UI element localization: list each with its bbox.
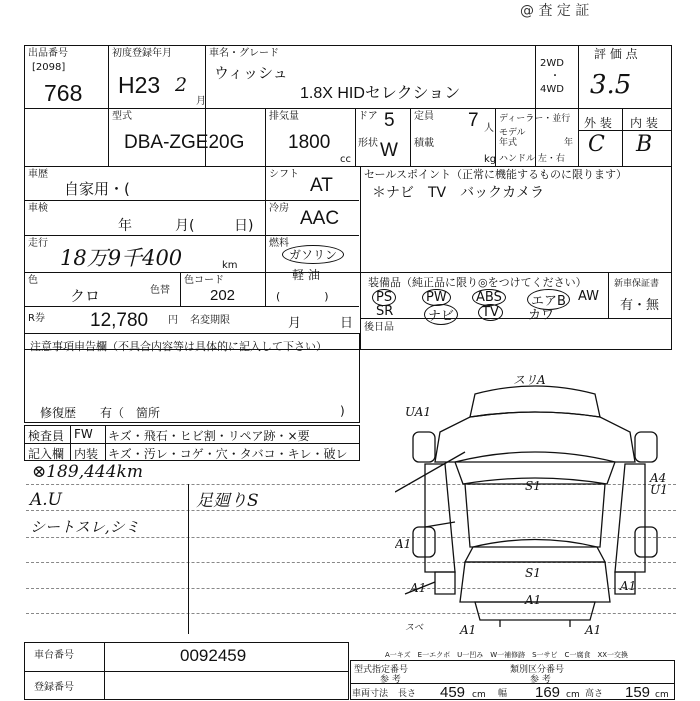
dealer-label: ディーラー・並行 [499,114,571,124]
equip-leather: カワ [528,308,555,323]
height-unit: cm [655,690,669,700]
usage-value: 自家用・( [64,180,130,198]
displacement-value: 1800 [288,132,331,153]
model-label: 型式 [112,111,132,122]
width-value: 169 [535,684,561,701]
type-number-ref: 参 考 [380,675,401,685]
handwritten-note-suspension: 足廻りS [196,491,259,511]
interior-options: キズ・汚レ・コゲ・穴・タバコ・キレ・破レ [108,447,348,461]
deadline-label: 名変期限 [190,315,230,326]
color-change-label: 色替 [150,285,170,296]
drive-dot: ・ [550,71,560,82]
inspection-year: 年 [118,218,132,234]
color-value: クロ [70,287,101,305]
car-damage-diagram [395,372,680,647]
chassis-number: 0092459 [180,646,247,665]
load-unit: kg [484,154,497,165]
equip-ps: PS [372,289,396,306]
capacity-label: 定員 [414,111,434,122]
length-label: 長さ [398,689,417,699]
exterior-grade: C [588,132,605,157]
shift-label: シフト [269,169,299,180]
diagram-mark-sube: スべ [405,623,424,633]
chassis-label: 車台番号 [34,650,74,661]
entry-label: 記入欄 [28,447,65,461]
ac-label: 冷房 [269,203,289,214]
grade-label: 評 価 点 [594,47,638,61]
capacity-value: 7 [468,110,479,131]
class-number-label: 類別区分番号 [510,665,565,675]
equip-aw: AW [578,289,600,304]
year-unit: 年 [564,138,574,148]
handwritten-note-au: A.U [30,490,63,510]
shift-value: AT [310,175,333,196]
diagram-mark-u1: U1 [650,483,668,497]
inspection-day: 日) [234,218,254,234]
diagram-mark-a1-bl: A1 [460,623,477,637]
color-code-label: 色コード [184,275,224,286]
car-grade: 1.8X HIDセレクション [300,85,461,102]
inspection-label: 車検 [28,203,48,214]
displacement-label: 排気量 [269,111,299,122]
usage-label: 車歴 [28,169,48,180]
fuel-gasoline: ガソリン [282,245,344,264]
first-reg-unit: 月 [196,96,206,107]
first-reg-era: H23 [118,72,161,98]
diagram-mark-s1-rear: S1 [525,566,541,580]
fw-tag: FW [74,427,93,441]
warranty-label: 新車保証書 [614,279,660,289]
diagram-mark-s1-roof: S1 [525,479,541,493]
mileage-value: 18万9千400 [60,246,183,270]
notes-label: 注意事項申告欄（不具合内容等は具体的に記入して下さい） [30,340,327,353]
interior-label: 内 装 [630,116,658,130]
equipment-label: 装備品（純正品に限り◎をつけてください） [368,276,587,289]
fuel-label: 燃料 [269,238,289,249]
diagram-mark-a1-bumper: A1 [525,593,542,607]
type-number-label: 型式指定番号 [354,665,409,675]
shape-label: 形状 [358,138,378,149]
diagram-mark-a1-left: A1 [395,537,412,551]
recycle-label: R券 [28,313,45,324]
car-name: ウィッシュ [214,64,288,82]
lot-label: 出品番号 [28,48,68,59]
equip-abs: ABS [472,289,506,306]
lot-sub: [2098] [32,62,66,73]
equip-airbag: エアB [527,289,570,310]
owner-label: 後日品 [364,322,394,333]
size-label: 車両寸法 [352,689,389,699]
width-unit: cm [566,690,580,700]
diagram-mark-a4: A4 [650,471,667,485]
height-label: 高さ [585,689,604,699]
inspection-month: 月( [175,218,195,234]
warranty-value: 有・無 [620,298,660,313]
diagram-mark-ua1: UA1 [405,405,432,419]
deadline-day: 日 [340,316,354,331]
shape-value: W [380,140,398,161]
handwritten-note-seat: シートスレ,シミ [30,518,140,536]
color-code: 202 [210,287,236,304]
length-value: 459 [440,684,466,701]
load-label: 積載 [414,138,434,149]
damage-legend: A一キズ E一エクボ U一凹み W一補修跡 S一サビ C一腐食 XX一交換 [385,651,629,659]
model-year-label: モデル [499,128,526,138]
exterior-label: 外 装 [584,116,612,130]
sales-points-label: セールスポイント（正常に機能するものに限ります） [364,168,628,181]
fw-options: キズ・飛石・ヒビ割・リペア跡・×要 [108,429,310,443]
diagram-mark-a1-br: A1 [585,623,602,637]
mileage-label: 走行 [28,238,48,249]
color-label: 色 [28,275,38,286]
equip-sr: SR [376,304,394,319]
first-reg-label: 初度登録年月 [112,48,172,59]
sales-points-value: ＊ナビ TV バックカメラ [372,185,545,201]
recycle-unit: 円 [168,315,178,326]
length-unit: cm [472,690,486,700]
car-label: 車名・グレード [209,48,279,59]
diagram-mark-a1-lr: A1 [410,581,427,595]
equip-pw: PW [422,289,451,306]
doors-label: ドア [358,111,378,122]
header-marks: @ 査 定 証 [520,3,590,19]
ac-value: AAC [300,208,340,229]
doors-value: 5 [384,110,395,131]
recycle-value: 12,780 [90,310,149,331]
first-reg-month: 2 [175,74,188,96]
diagram-mark-a1-rr: A1 [620,579,637,593]
repair-close: ) [340,404,345,418]
equip-navi: ナビ [424,304,458,325]
class-number-ref: 参 考 [530,675,551,685]
handwritten-odometer: ⊗189,444km [32,462,143,482]
interior-tag: 内装 [74,447,99,461]
registration-label: 登録番号 [34,682,74,693]
handle-label: ハンドル 左・右 [499,154,565,164]
mileage-unit: km [222,260,238,271]
width-label: 幅 [498,689,508,699]
grade-score: 3.5 [590,70,632,100]
year-label: 年式 [499,138,518,148]
height-value: 159 [625,684,651,701]
fuel-diesel: 軽 油 [292,268,320,282]
repair-history: 修復歴 有（ 箇所 [40,406,161,420]
drive-2wd: 2WD [540,58,564,69]
diagram-mark-top: スリA [513,373,546,387]
displacement-unit: cc [340,154,351,165]
deadline-month: 月 [288,316,302,331]
fuel-paren: ( ) [276,290,329,303]
lot-number: 768 [44,80,83,106]
model-value: DBA-ZGE20G [124,132,245,153]
interior-grade: B [636,132,653,157]
equip-tv: TV [478,304,503,321]
capacity-unit: 人 [484,123,494,134]
drive-4wd: 4WD [540,84,564,95]
inspector-label: 検査員 [28,429,65,443]
